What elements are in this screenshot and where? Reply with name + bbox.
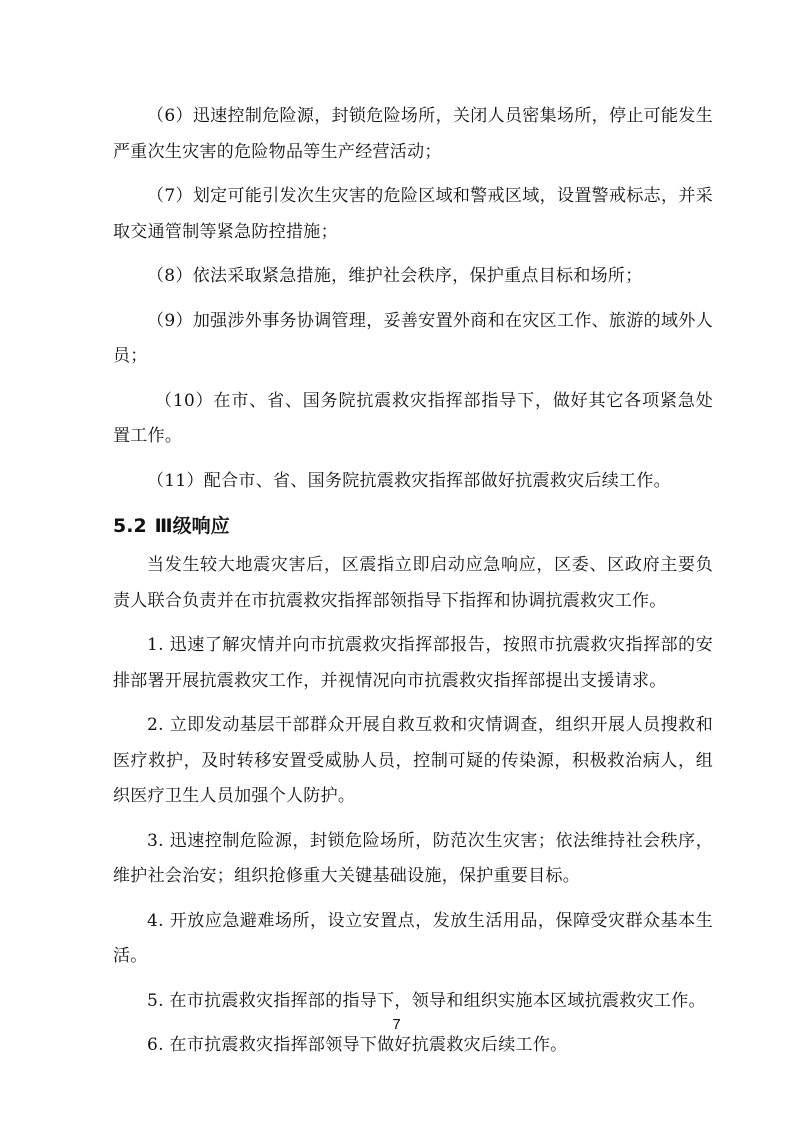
paragraph-item-9: （9）加强涉外事务协调管理，妥善安置外商和在灾区工作、旅游的域外人员； xyxy=(113,310,713,366)
paragraph-item-11: （11）配合市、省、国务院抗震救灾指挥部做好抗震救灾后续工作。 xyxy=(147,470,671,491)
section-item-5: 5. 在市抗震救灾指挥部的指导下，领导和组织实施本区域抗震救灾工作。 xyxy=(147,990,706,1011)
paragraph-item-8: （8）依法采取紧急措施，维护社会秩序，保护重点目标和场所； xyxy=(147,266,643,286)
section-intro-paragraph: 当发生较大地震灾害后，区震指立即启动应急响应，区委、区政府主要负责人联合负责并在市抗震救灾指挥部领指导下指挥和协调抗震救灾工作。 xyxy=(113,555,713,611)
paragraph-item-6: （6）迅速控制危险源，封锁危险场所，关闭人员密集场所，停止可能发生严重次生灾害的危险物品等生产经营活动； xyxy=(113,106,713,162)
paragraph-item-10: （10）在市、省、国务院抗震救灾指挥部指导下，做好其它各项紧急处置工作。 xyxy=(113,390,713,446)
paragraph-item-7: （7）划定可能引发次生灾害的危险区域和警戒区域，设置警戒标志，并采取交通管制等紧急防控措施； xyxy=(113,186,713,242)
section-item-3: 3. 迅速控制危险源，封锁危险场所，防范次生灾害；依法维持社会秩序，维护社会治安；组织抢修重大关键基础设施，保护重要目标。 xyxy=(113,830,713,886)
section-heading xyxy=(113,508,713,544)
section-item-4: 4. 开放应急避难场所，设立安置点，发放生活用品，保障受灾群众基本生活。 xyxy=(113,910,713,966)
section-item-6: 6. 在市抗震救灾指挥部领导下做好抗震救灾后续工作。 xyxy=(147,1035,568,1055)
section-item-2: 2. 立即发动基层干部群众开展自救互救和灾情调查，组织开展人员搜救和医疗救护，及时转移安置受威胁人员，控制可疑的传染源，积极救治病人，组织医疗卫生人员加强个人防护。 xyxy=(113,715,713,806)
section-title: Ⅲ级响应 xyxy=(154,515,230,537)
section-item-1: 1. 迅速了解灾情并向市抗震救灾指挥部报告，按照市抗震救灾指挥部的安排部署开展抗震救灾工作，并视情况向市抗震救灾指挥部提出支援请求。 xyxy=(113,635,713,691)
page-number: 7 xyxy=(392,1016,401,1033)
page-content xyxy=(113,99,713,1073)
section-number: 5.2 xyxy=(113,515,147,537)
